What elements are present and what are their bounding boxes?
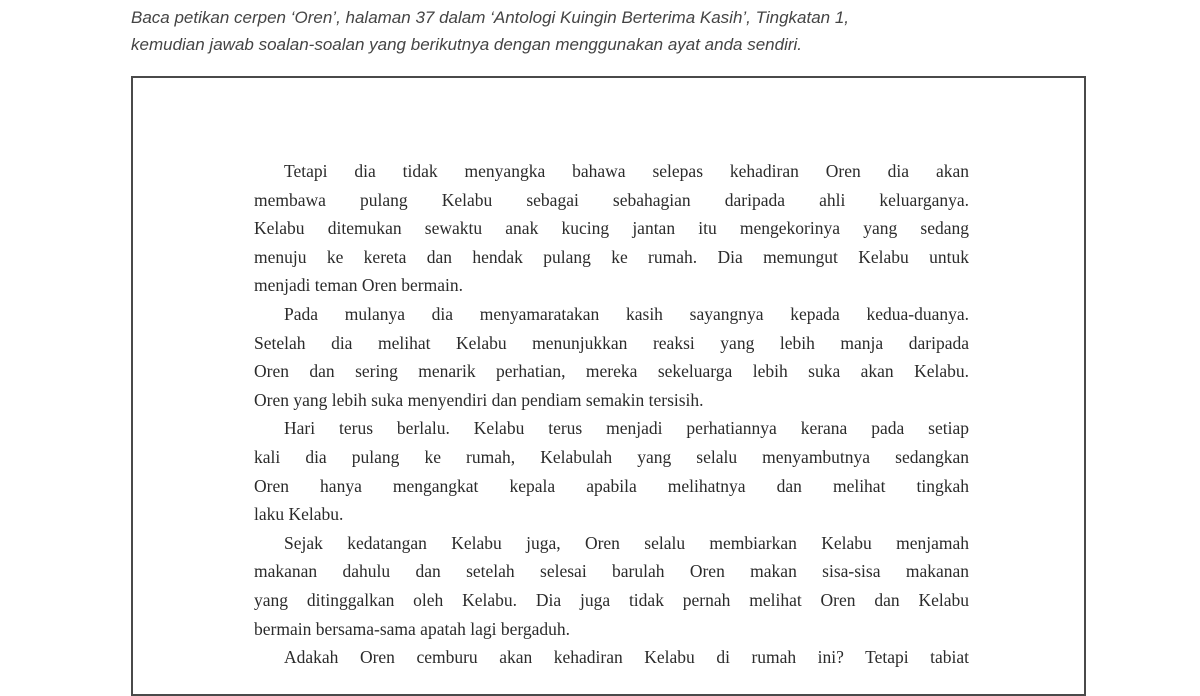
passage-line: Pada mulanya dia menyamaratakan kasih sayangnya kepada kedua-duanya.	[284, 303, 969, 324]
passage-line: Oren dan sering menarik perhatian, mereka sekeluarga lebih suka akan Kelabu.	[254, 361, 969, 382]
passage-line: laku Kelabu.	[254, 504, 344, 525]
passage-line: makanan dahulu dan setelah selesai barulah Oren makan sisa-sisa makanan	[254, 561, 969, 582]
passage-line: kali dia pulang ke rumah, Kelabulah yang selalu menyambutnya sedangkan	[254, 446, 969, 467]
passage-line: menuju ke kereta dan hendak pulang ke rumah. Dia memungut Kelabu untuk	[254, 246, 969, 267]
passage-line: Kelabu ditemukan sewaktu anak kucing jantan itu mengekorinya yang sedang	[254, 218, 969, 239]
passage-line: bermain bersama-sama apatah lagi bergaduh.	[254, 618, 570, 639]
passage-line: Tetapi dia tidak menyangka bahawa selepas kehadiran Oren dia akan	[284, 161, 969, 181]
passage-line: Adakah Oren cemburu akan kehadiran Kelabu di rumah ini? Tetapi tabiat	[284, 647, 969, 668]
paragraph-5	[254, 643, 969, 672]
passage-line: Setelah dia melihat Kelabu menunjukkan reaksi yang lebih manja daripada	[254, 332, 969, 353]
paragraph-2	[254, 300, 969, 414]
passage-line: menjadi teman Oren bermain.	[254, 275, 463, 296]
passage-line: Hari terus berlalu. Kelabu terus menjadi perhatiannya kerana pada setiap	[284, 418, 969, 439]
passage-text	[254, 157, 969, 672]
instructions	[131, 4, 1131, 58]
instructions-line-2: kemudian jawab soalan-soalan yang berikutnya dengan menggunakan ayat anda sendiri.	[131, 35, 803, 54]
passage-line: Oren hanya mengangkat kepala apabila melihatnya dan melihat tingkah	[254, 475, 969, 496]
passage-line: yang ditinggalkan oleh Kelabu. Dia juga tidak pernah melihat Oren dan Kelabu	[254, 589, 969, 610]
passage-line: Sejak kedatangan Kelabu juga, Oren selalu membiarkan Kelabu menjamah	[284, 532, 969, 553]
passage-line: membawa pulang Kelabu sebagai sebahagian daripada ahli keluarganya.	[254, 189, 969, 210]
instructions-line-1: Baca petikan cerpen ‘Oren’, halaman 37 dalam ‘Antologi Kuingin Berterima Kasih’, Tingkatan 1,	[131, 8, 850, 27]
paragraph-1	[254, 157, 969, 300]
paragraph-4	[254, 529, 969, 643]
passage-line: Oren yang lebih suka menyendiri dan pendiam semakin tersisih.	[254, 389, 704, 410]
paragraph-3	[254, 414, 969, 528]
